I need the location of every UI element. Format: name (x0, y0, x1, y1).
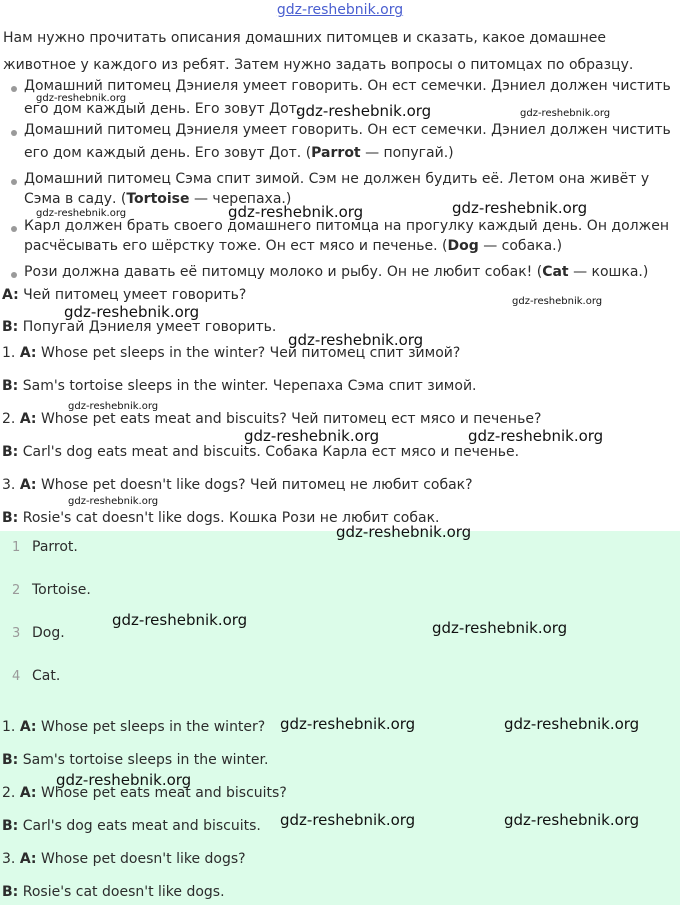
watermark-text: gdz-reshebnik.org (512, 296, 603, 307)
watermark-text: gdz-reshebnik.org (68, 496, 159, 507)
qa-line: 1. A: Whose pet sleeps in the winter? (2, 719, 266, 735)
site-header-link[interactable]: gdz-reshebnik.org (276, 2, 404, 18)
watermark-text: gdz-reshebnik.org (64, 303, 200, 321)
watermark-text: gdz-reshebnik.org (280, 811, 416, 829)
qa-line: B: Carl's dog eats meat and biscuits. Собака Карла ест мясо и печенье. (2, 444, 520, 460)
watermark-text: gdz-reshebnik.org (432, 619, 568, 637)
watermark-text: gdz-reshebnik.org (452, 199, 588, 217)
answer-number: 2 (12, 583, 21, 598)
qa-line: B: Rosie's cat doesn't like dogs. Кошка Рози не любит собак. (2, 510, 440, 526)
answer-number: 3 (12, 626, 21, 641)
qa-line: 2. A: Whose pet eats meat and biscuits? Чей питомец ест мясо и печенье? (2, 411, 542, 427)
watermark-text: gdz-reshebnik.org (280, 715, 416, 733)
qa-line: B: Попугай Дэниеля умеет говорить. (2, 319, 277, 335)
answer-text: Dog. (32, 625, 65, 641)
bullet-dot (11, 130, 17, 136)
bullet-text-line: Домашний питомец Дэниеля умеет говорить. Он ест семечки. Дэниел должен чистить (24, 122, 671, 138)
qa-line: B: Sam's tortoise sleeps in the winter. Черепаха Сэма спит зимой. (2, 378, 477, 394)
watermark-text: gdz-reshebnik.org (228, 203, 364, 221)
answer-text: Tortoise. (32, 582, 91, 598)
watermark-text: gdz-reshebnik.org (288, 331, 424, 349)
watermark-text: gdz-reshebnik.org (336, 523, 472, 541)
answer-text: Parrot. (32, 539, 78, 555)
answer-number: 4 (12, 669, 21, 684)
bullet-dot (11, 226, 17, 232)
watermark-text: gdz-reshebnik.org (504, 715, 640, 733)
watermark-text: gdz-reshebnik.org (520, 108, 611, 119)
qa-line: B: Carl's dog eats meat and biscuits. (2, 818, 261, 834)
watermark-text: gdz-reshebnik.org (56, 771, 192, 789)
watermark-text: gdz-reshebnik.org (468, 427, 604, 445)
bullet-text-line: Сэма в саду. (Tortoise — черепаха.) (24, 191, 292, 207)
qa-line: 3. A: Whose pet doesn't like dogs? Чей питомец не любит собак? (2, 477, 473, 493)
watermark-text: gdz-reshebnik.org (68, 401, 159, 412)
watermark-text: gdz-reshebnik.org (112, 611, 248, 629)
watermark-text: gdz-reshebnik.org (36, 208, 127, 219)
bullet-text-line: Домашний питомец Дэниеля умеет говорить. Он ест семечки. Дэниел должен чистить (24, 78, 671, 94)
qa-line: B: Sam's tortoise sleeps in the winter. (2, 752, 269, 768)
intro-line-1: Нам нужно прочитать описания домашних питомцев и сказать, какое домашнее (3, 30, 606, 46)
intro-line-2: животное у каждого из ребят. Затем нужно задать вопросы о питомцах по образцу. (3, 57, 634, 73)
bullet-text-line: расчёсывать его шёрстку тоже. Он ест мясо и печенье. (Dog — собака.) (24, 238, 563, 254)
bullet-text-line: его дом каждый день. Его зовут Дот. (24, 101, 302, 117)
watermark-text: gdz-reshebnik.org (504, 811, 640, 829)
bullet-text-line: его дом каждый день. Его зовут Дот. (Parrot — попугай.) (24, 145, 454, 161)
bullet-text-line: Карл должен брать своего домашнего питомца на прогулку каждый день. Он должен (24, 218, 669, 234)
answer-text: Cat. (32, 668, 61, 684)
bullet-dot (11, 272, 17, 278)
watermark-text: gdz-reshebnik.org (244, 427, 380, 445)
qa-line: B: Rosie's cat doesn't like dogs. (2, 884, 225, 900)
qa-line: 1. A: Whose pet sleeps in the winter? Чей питомец спит зимой? (2, 345, 461, 361)
bullet-dot (11, 86, 17, 92)
bullet-dot (11, 179, 17, 185)
watermark-text: gdz-reshebnik.org (36, 93, 127, 104)
answer-number: 1 (12, 540, 21, 555)
qa-line: A: Чей питомец умеет говорить? (2, 287, 247, 303)
watermark-text: gdz-reshebnik.org (296, 102, 432, 120)
bullet-text-line: Домашний питомец Сэма спит зимой. Сэм не должен будить её. Летом она живёт у (24, 171, 650, 187)
bullet-text-line: Рози должна давать её питомцу молоко и рыбу. Он не любит собак! (Cat — кошка.) (24, 264, 649, 280)
qa-line: 2. A: Whose pet eats meat and biscuits? (2, 785, 287, 801)
qa-line: 3. A: Whose pet doesn't like dogs? (2, 851, 246, 867)
